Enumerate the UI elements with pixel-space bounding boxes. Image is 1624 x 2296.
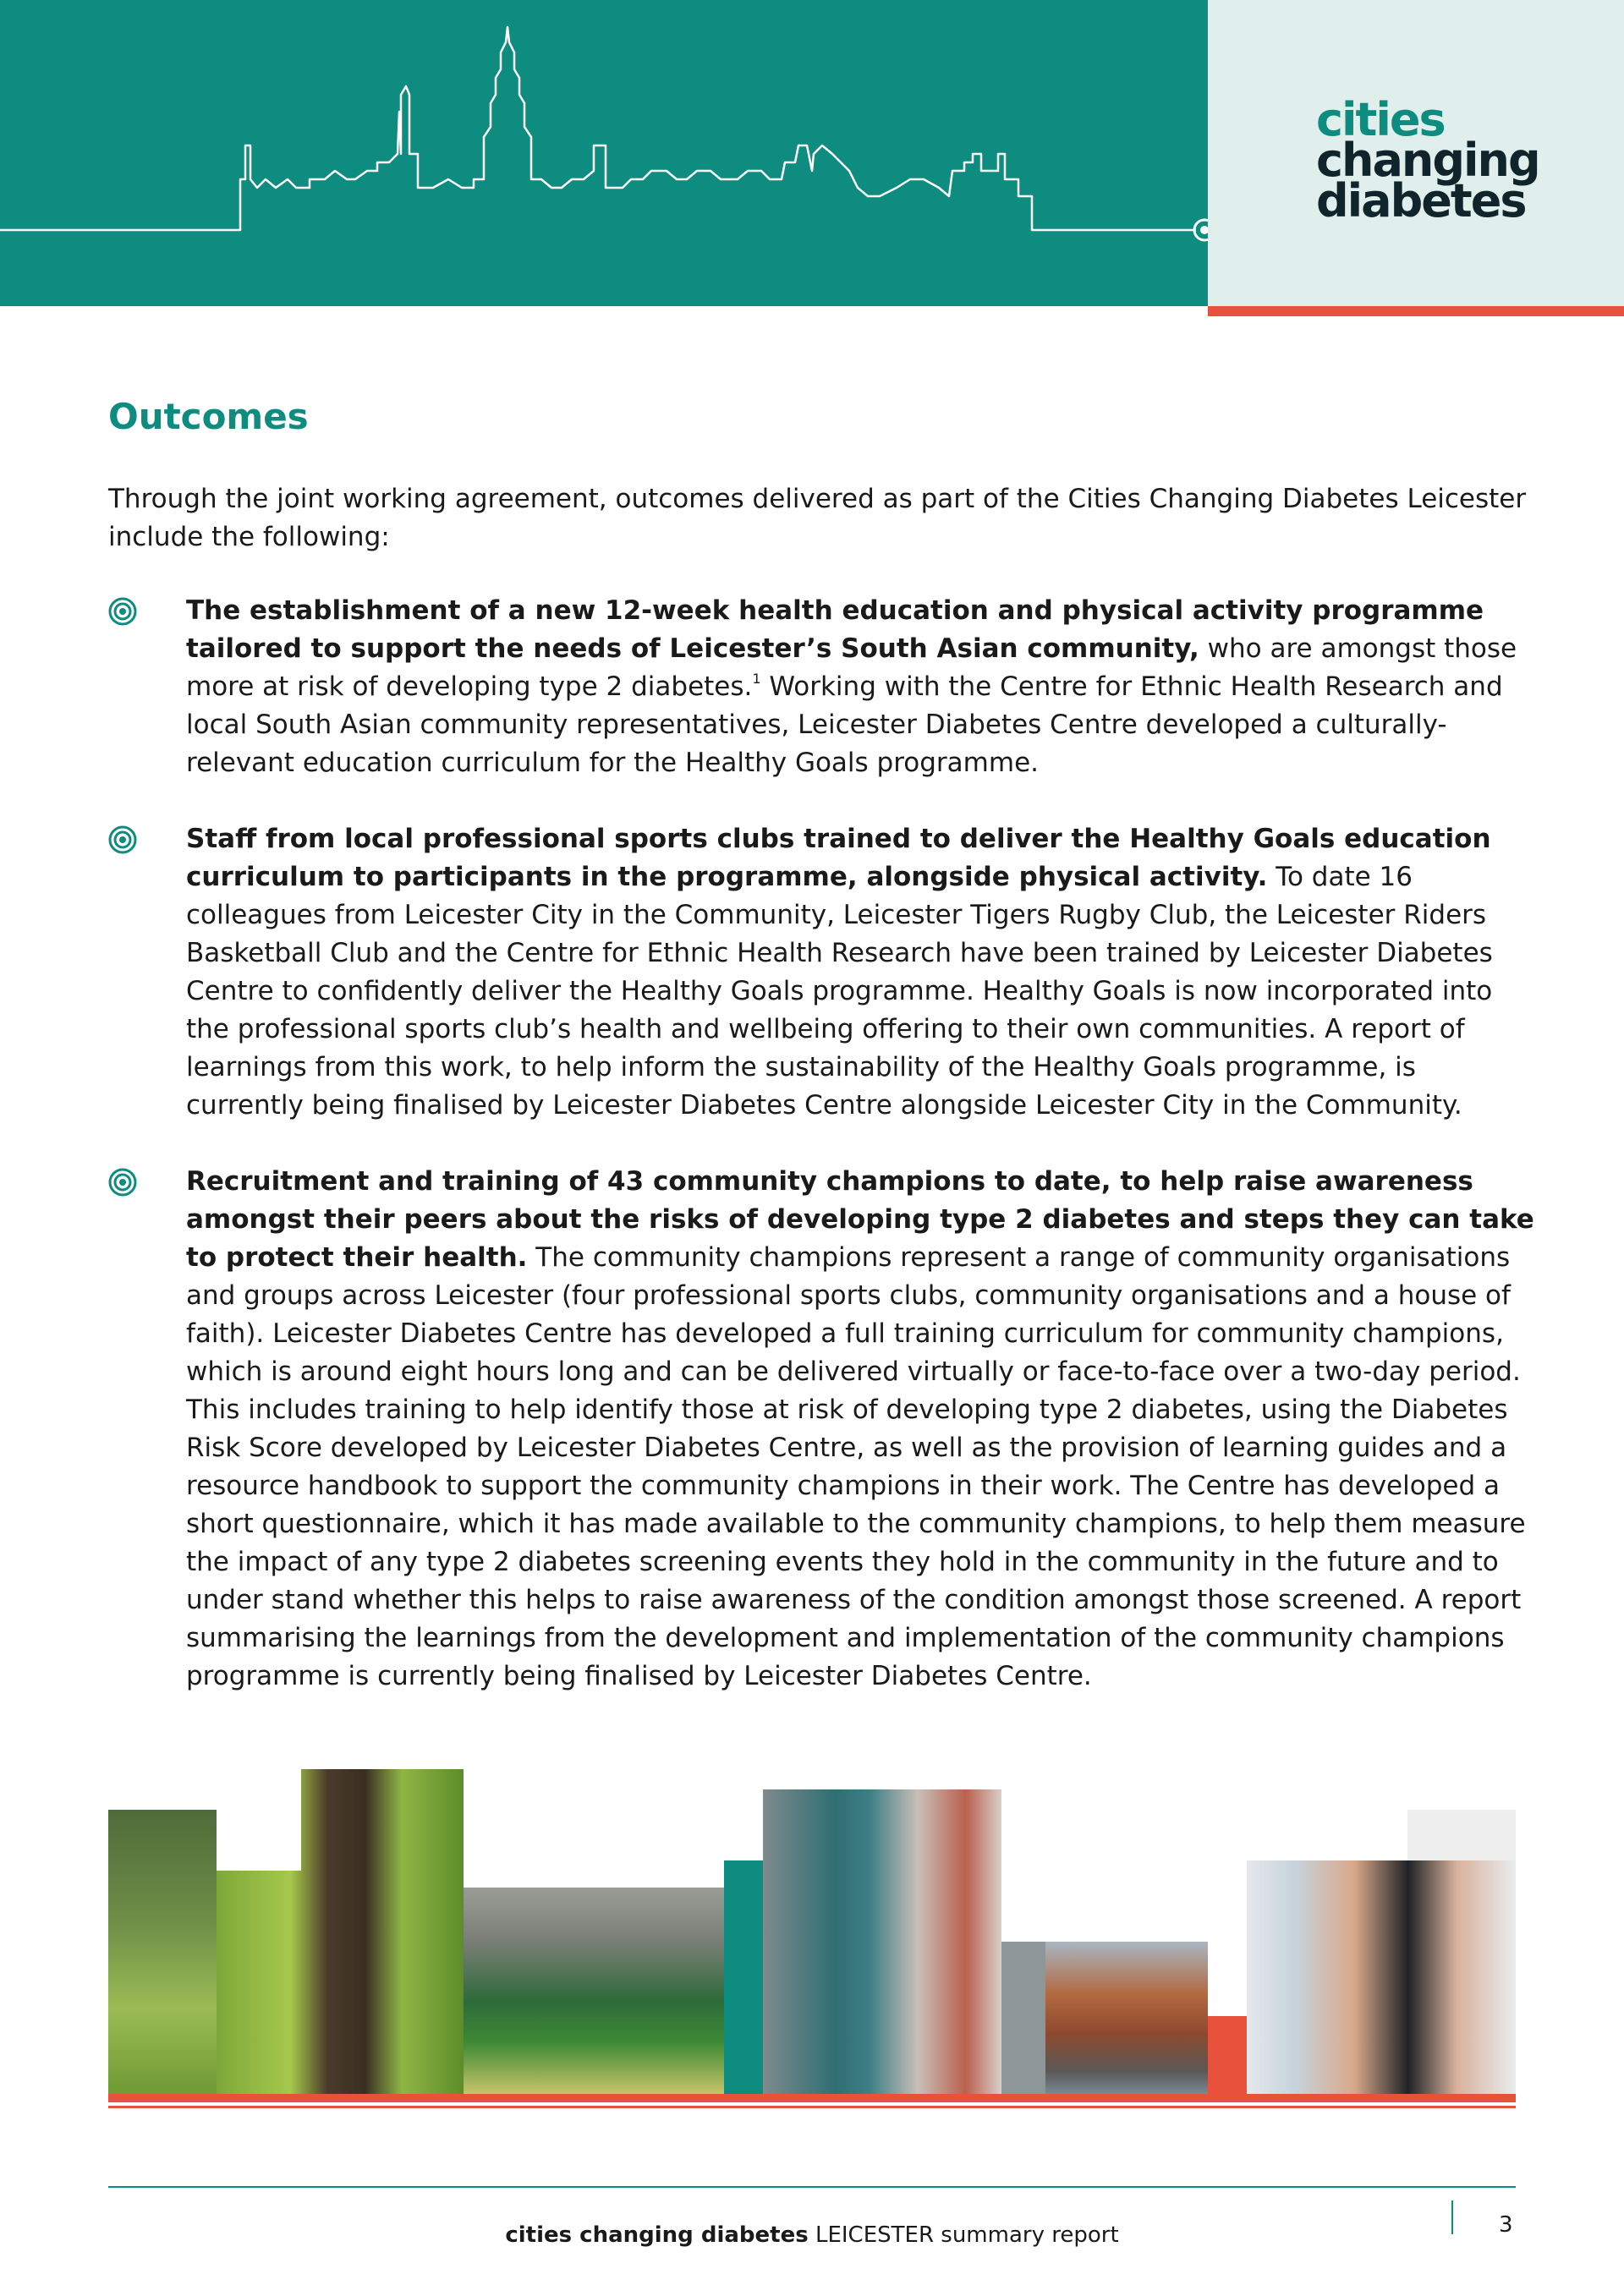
collage-teal-block <box>724 1860 763 2094</box>
photo-collage <box>0 1759 1624 2114</box>
outcome-text <box>186 1163 1539 1696</box>
street-photo <box>1045 1942 1208 2094</box>
logo-line-cities: cities <box>1316 93 1445 146</box>
outcome-heading: The establishment of a new 12-week health education and physical activity programme tailored to support the needs of Leicester’s South Asian community, <box>186 595 1484 664</box>
outcome-item <box>0 592 1624 782</box>
collage-thin-line <box>108 2106 1516 2108</box>
header-band <box>0 0 1208 306</box>
collage-white-cutout <box>217 1769 301 1871</box>
page-number: 3 <box>1499 2212 1513 2238</box>
logo-accent-bar <box>1208 306 1624 316</box>
collage-coral-block <box>1208 2016 1247 2094</box>
city-skyline-graphic <box>0 0 1208 306</box>
logo-line-changing: changing <box>1316 134 1539 187</box>
outcomes-list <box>0 592 1624 1734</box>
market-photo <box>464 1888 724 2094</box>
footnote-ref: 1 <box>752 671 761 687</box>
target-bullet-icon <box>108 1168 137 1197</box>
collage-base-bar <box>108 2094 1516 2102</box>
outcome-text <box>186 592 1539 782</box>
footer-separator <box>1451 2200 1453 2234</box>
outcome-item <box>0 820 1624 1125</box>
woman-exercising-photo <box>1247 1860 1516 2094</box>
cities-changing-diabetes-logo <box>1316 93 1539 227</box>
outcome-body-continued: Working with the Centre for Ethnic Health Research and local South Asian community representatives, Leicester Diabetes Centre developed a culturally-relevant education curriculum for the Healthy Goals programme. <box>186 671 1503 778</box>
intro-paragraph: Through the joint working agreement, outcomes delivered as part of the Cities Changing Diabetes Leicester include the following: <box>108 484 1527 552</box>
outcome-heading: Staff from local professional sports clubs trained to deliver the Healthy Goals education curriculum to participants in the programme, alongside physical activity. <box>186 824 1491 892</box>
logo-line-diabetes: diabetes <box>1316 174 1526 227</box>
park-photo <box>108 1810 217 2094</box>
outcome-heading: Recruitment and training of 43 community champions to date, to help raise awareness amongst their peers about the risks of developing type 2 diabetes and steps they can take to protect their health. <box>186 1166 1534 1273</box>
target-bullet-icon <box>108 825 137 854</box>
footer-report-name: LEICESTER summary report <box>808 2222 1119 2248</box>
target-bullet-icon <box>108 597 137 626</box>
outcome-body: who are amongst those more at risk of developing type 2 diabetes. <box>186 633 1517 702</box>
outcome-body: The community champions represent a range of community organisations and groups across Leicester (four professional sports clubs, community organisations and a house of faith). Leicester Diabetes Centre has developed a full training curriculum for community champions, which is around eight hours long and can be delivered virtually or face-to-face over a two-day period. This includes training to help identify those at risk of developing type 2 diabetes, using the Diabetes Risk Score developed by Leicester Diabetes Centre, as well as the provision of learning guides and a resource handbook to support the community champions in their work. The Centre has developed a short questionnaire, which it has made available to the community champions, to help them measure the impact of any type 2 diabetes screening events they hold in the community in the future and to under stand whether this helps to raise awareness of the condition amongst those screened. A report summarising the learnings from the development and implementation of the community champions programme is currently being finalised by Leicester Diabetes Centre. <box>186 1242 1526 1691</box>
outcome-text <box>186 820 1539 1125</box>
footer-title <box>0 2222 1624 2248</box>
outcome-body: To date 16 colleagues from Leicester City in the Community, Leicester Tigers Rugby Club, the Leicester Riders Basketball Club and the Centre for Ethnic Health Research have been trained by Leicester Diabetes Centre to confidently deliver the Healthy Goals programme. Healthy Goals is now incorporated into the professional sports club’s health and wellbeing offering to their own communities. A report of learnings from this work, to help inform the sustainability of the Healthy Goals programme, is currently being finalised by Leicester Diabetes Centre alongside Leicester City in the Community. <box>186 862 1493 1121</box>
footer-brand: cities changing diabetes <box>505 2222 809 2248</box>
woman-in-hijab-photo <box>763 1789 1001 2094</box>
footer-rule <box>108 2186 1516 2188</box>
section-title: Outcomes <box>108 396 309 437</box>
collage-grey-block <box>1001 1942 1045 2094</box>
outcome-item <box>0 1163 1624 1696</box>
